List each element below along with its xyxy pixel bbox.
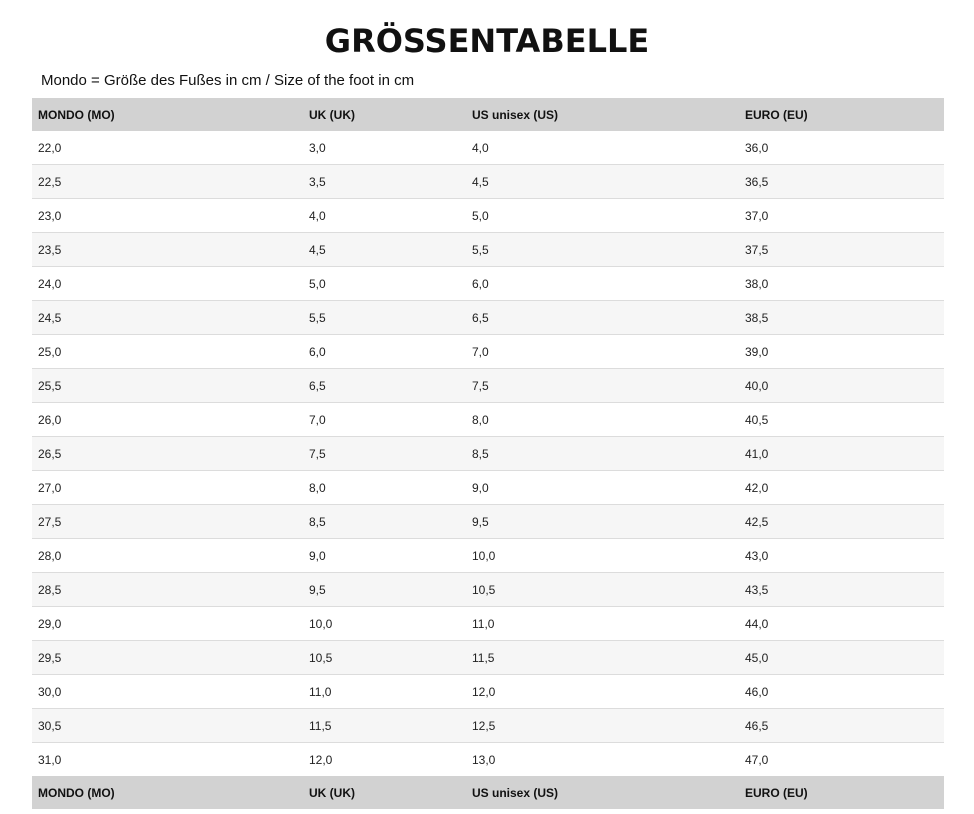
table-body xyxy=(32,131,944,776)
table-row xyxy=(32,165,944,199)
cell-euro: 43,5 xyxy=(739,573,944,607)
footer-euro: EURO (EU) xyxy=(739,776,944,809)
footer-us: US unisex (US) xyxy=(466,776,739,809)
cell-mondo: 30,5 xyxy=(32,709,303,743)
table-row xyxy=(32,471,944,505)
header-us: US unisex (US) xyxy=(466,98,739,131)
cell-euro: 42,0 xyxy=(739,471,944,505)
cell-us: 5,0 xyxy=(466,199,739,233)
cell-euro: 40,0 xyxy=(739,369,944,403)
cell-us: 12,5 xyxy=(466,709,739,743)
table-row xyxy=(32,505,944,539)
cell-euro: 43,0 xyxy=(739,539,944,573)
cell-us: 5,5 xyxy=(466,233,739,267)
cell-uk: 3,5 xyxy=(303,165,466,199)
cell-mondo: 27,0 xyxy=(32,471,303,505)
cell-uk: 11,0 xyxy=(303,675,466,709)
cell-uk: 7,5 xyxy=(303,437,466,471)
cell-uk: 3,0 xyxy=(303,131,466,165)
footer-mondo: MONDO (MO) xyxy=(32,776,303,809)
header-mondo: MONDO (MO) xyxy=(32,98,303,131)
cell-uk: 10,5 xyxy=(303,641,466,675)
cell-us: 10,0 xyxy=(466,539,739,573)
cell-uk: 5,0 xyxy=(303,267,466,301)
cell-euro: 41,0 xyxy=(739,437,944,471)
table-row xyxy=(32,403,944,437)
table-row xyxy=(32,607,944,641)
cell-us: 4,0 xyxy=(466,131,739,165)
cell-euro: 38,5 xyxy=(739,301,944,335)
table-header xyxy=(32,98,944,131)
cell-euro: 38,0 xyxy=(739,267,944,301)
cell-mondo: 26,0 xyxy=(32,403,303,437)
cell-euro: 36,5 xyxy=(739,165,944,199)
table-row xyxy=(32,573,944,607)
size-note: Mondo = Größe des Fußes in cm / Size of the foot in cm xyxy=(41,72,415,89)
cell-uk: 11,5 xyxy=(303,709,466,743)
table-row xyxy=(32,199,944,233)
cell-euro: 44,0 xyxy=(739,607,944,641)
footer-uk: UK (UK) xyxy=(303,776,466,809)
cell-us: 4,5 xyxy=(466,165,739,199)
size-chart-table xyxy=(32,98,944,809)
header-euro: EURO (EU) xyxy=(739,98,944,131)
table-row xyxy=(32,369,944,403)
cell-us: 10,5 xyxy=(466,573,739,607)
cell-mondo: 29,0 xyxy=(32,607,303,641)
cell-us: 7,5 xyxy=(466,369,739,403)
cell-uk: 6,5 xyxy=(303,369,466,403)
cell-uk: 4,0 xyxy=(303,199,466,233)
table-row xyxy=(32,641,944,675)
cell-us: 8,5 xyxy=(466,437,739,471)
footer-row xyxy=(32,776,944,809)
table-row xyxy=(32,335,944,369)
cell-uk: 5,5 xyxy=(303,301,466,335)
header-row xyxy=(32,98,944,131)
table-row xyxy=(32,301,944,335)
cell-us: 8,0 xyxy=(466,403,739,437)
cell-uk: 8,0 xyxy=(303,471,466,505)
cell-mondo: 30,0 xyxy=(32,675,303,709)
cell-uk: 8,5 xyxy=(303,505,466,539)
cell-us: 6,0 xyxy=(466,267,739,301)
cell-euro: 46,0 xyxy=(739,675,944,709)
table-row xyxy=(32,743,944,777)
cell-mondo: 29,5 xyxy=(32,641,303,675)
cell-us: 9,0 xyxy=(466,471,739,505)
cell-mondo: 24,0 xyxy=(32,267,303,301)
table-row xyxy=(32,539,944,573)
table-row xyxy=(32,131,944,165)
table-row xyxy=(32,675,944,709)
table-row xyxy=(32,437,944,471)
cell-us: 6,5 xyxy=(466,301,739,335)
cell-mondo: 23,0 xyxy=(32,199,303,233)
cell-us: 12,0 xyxy=(466,675,739,709)
cell-euro: 37,0 xyxy=(739,199,944,233)
table-row xyxy=(32,233,944,267)
cell-mondo: 22,0 xyxy=(32,131,303,165)
cell-mondo: 26,5 xyxy=(32,437,303,471)
cell-uk: 9,0 xyxy=(303,539,466,573)
cell-mondo: 28,0 xyxy=(32,539,303,573)
cell-us: 13,0 xyxy=(466,743,739,777)
page-title: GRÖSSENTABELLE xyxy=(324,22,650,60)
cell-euro: 47,0 xyxy=(739,743,944,777)
cell-uk: 10,0 xyxy=(303,607,466,641)
cell-mondo: 25,5 xyxy=(32,369,303,403)
cell-mondo: 25,0 xyxy=(32,335,303,369)
cell-us: 9,5 xyxy=(466,505,739,539)
cell-uk: 6,0 xyxy=(303,335,466,369)
cell-mondo: 23,5 xyxy=(32,233,303,267)
cell-us: 11,5 xyxy=(466,641,739,675)
cell-uk: 7,0 xyxy=(303,403,466,437)
cell-mondo: 24,5 xyxy=(32,301,303,335)
table-row xyxy=(32,709,944,743)
cell-euro: 39,0 xyxy=(739,335,944,369)
cell-euro: 46,5 xyxy=(739,709,944,743)
cell-mondo: 28,5 xyxy=(32,573,303,607)
cell-euro: 45,0 xyxy=(739,641,944,675)
cell-euro: 40,5 xyxy=(739,403,944,437)
cell-uk: 4,5 xyxy=(303,233,466,267)
table-footer xyxy=(32,776,944,809)
cell-euro: 42,5 xyxy=(739,505,944,539)
cell-mondo: 22,5 xyxy=(32,165,303,199)
cell-mondo: 27,5 xyxy=(32,505,303,539)
header-uk: UK (UK) xyxy=(303,98,466,131)
cell-us: 7,0 xyxy=(466,335,739,369)
cell-mondo: 31,0 xyxy=(32,743,303,777)
cell-uk: 12,0 xyxy=(303,743,466,777)
cell-euro: 37,5 xyxy=(739,233,944,267)
cell-uk: 9,5 xyxy=(303,573,466,607)
table-row xyxy=(32,267,944,301)
cell-us: 11,0 xyxy=(466,607,739,641)
cell-euro: 36,0 xyxy=(739,131,944,165)
